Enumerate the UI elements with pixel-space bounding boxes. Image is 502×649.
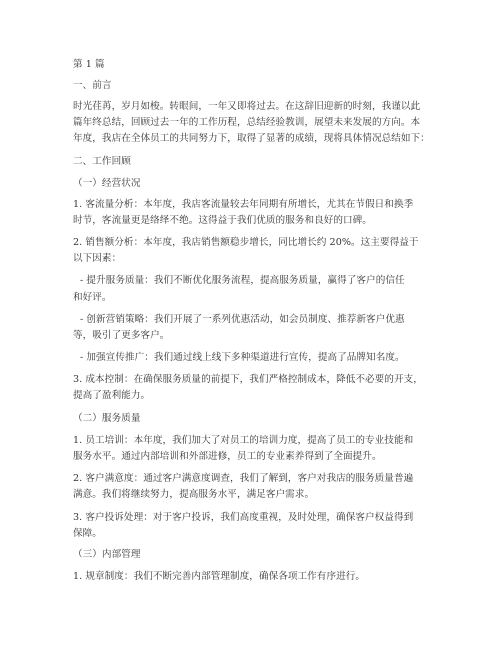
paragraph-line: 等，吸引了更多客户。 (73, 330, 170, 341)
bullet-line: - 提升服务质量：我们不断优化服务流程，提高服务质量，赢得了客户的信任 (80, 275, 405, 286)
paragraph-line: 1. 规章制度：我们不断完善内部管理制度，确保各项工作有序进行。 (73, 571, 366, 582)
paragraph-line: 服务水平。通过内部培训和外部进修，员工的专业素养得到了全面提升。 (73, 451, 382, 462)
paragraph-line: 3. 客户投诉处理：对于客户投诉，我们高度重视，及时处理，确保客户权益得到 (73, 512, 414, 523)
management-heading: （三）内部管理 (73, 549, 141, 560)
paragraph-line: 以下因素： (73, 253, 122, 264)
bullet-line: - 加强宣传推广：我们通过线上线下多种渠道进行宣传，提高了品牌知名度。 (80, 352, 405, 363)
preface-line: 篇年终总结，回顾过去一年的工作历程，总结经验教训，展望未来发展的方向。本 (73, 117, 421, 128)
preface-heading: 一、前言 (73, 80, 112, 91)
paragraph-line: 保障。 (73, 528, 102, 539)
paragraph-line: 和好评。 (73, 292, 112, 303)
preface-line: 时光荏苒，岁月如梭。转眼间，一年又即将过去。在这辞旧迎新的时刻，我谨以此 (73, 101, 421, 112)
bullet-line: - 创新营销策略：我们开展了一系列优惠活动，如会员制度、推荐新客户优惠 (80, 314, 405, 325)
operations-heading: （一）经营状况 (73, 178, 141, 189)
paragraph-line: 1. 客流量分析：本年度，我店客流量较去年同期有所增长，尤其在节假日和换季 (73, 199, 414, 210)
paragraph-line: 1. 员工培训：本年度，我们加大了对员工的培训力度，提高了员工的专业技能和 (73, 435, 414, 446)
paragraph-line: 满意。我们将继续努力，提高服务水平，满足客户需求。 (73, 489, 315, 500)
paragraph-line: 时节，客流量更是络绎不绝。这得益于我们优质的服务和良好的口碑。 (73, 215, 372, 226)
paragraph-line: 2. 销售额分析：本年度，我店销售额稳步增长，同比增长约 20%。这主要得益于 (73, 237, 419, 248)
paragraph-line: 3. 成本控制：在确保服务质量的前提下，我们严格控制成本，降低不必要的开支， (73, 374, 423, 385)
review-heading: 二、工作回顾 (73, 156, 131, 167)
service-heading: （二）服务质量 (73, 413, 141, 424)
page-title: 第 1 篇 (73, 59, 105, 70)
paragraph-line: 提高了盈利能力。 (73, 390, 151, 401)
paragraph-line: 2. 客户满意度：通过客户满意度调查，我们了解到，客户对我店的服务质量普遍 (73, 473, 414, 484)
preface-line: 年度，我店在全体员工的共同努力下，取得了显著的成绩，现将具体情况总结如下： (73, 133, 430, 144)
